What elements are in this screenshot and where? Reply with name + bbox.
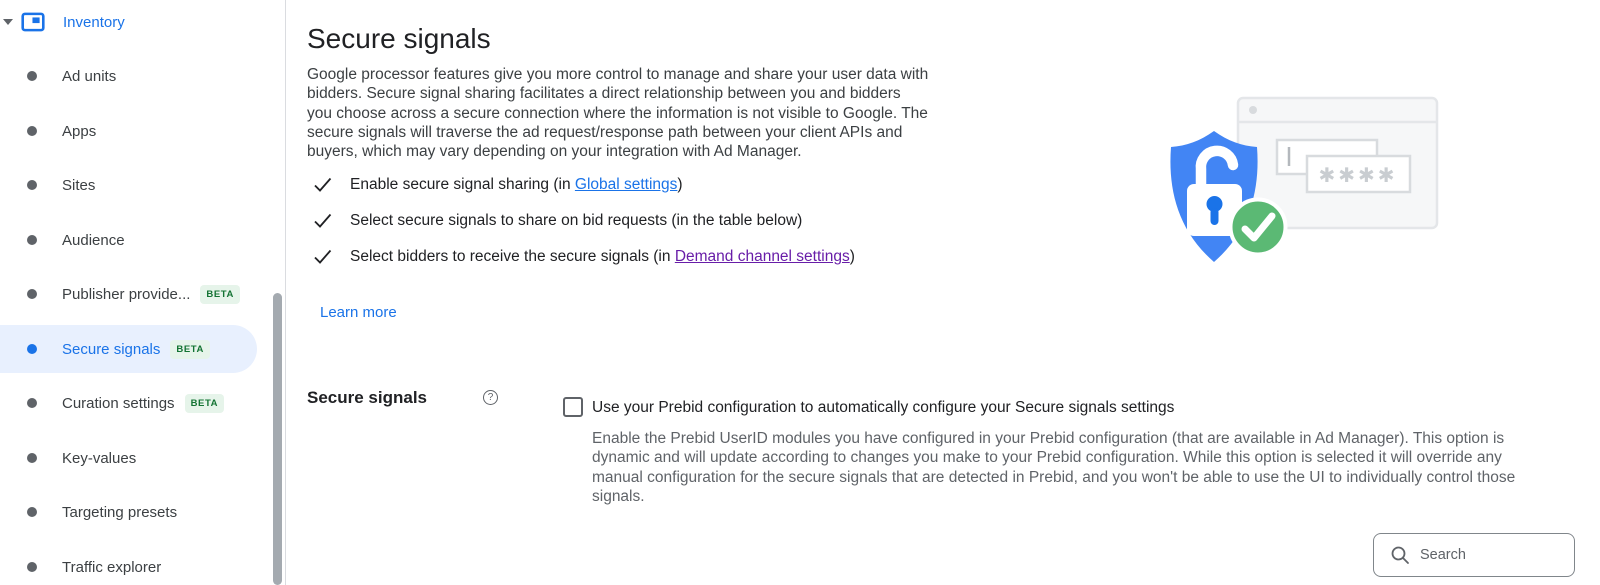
prebid-config-checkbox-label[interactable]: Use your Prebid configuration to automatically configure your Secure signals settings — [592, 399, 1175, 416]
sidebar-item-key-values[interactable] — [0, 434, 286, 482]
bullet-icon — [27, 344, 37, 354]
checkmark-icon — [312, 246, 334, 268]
bullet-icon — [27, 289, 37, 299]
sidebar-item-traffic-explorer[interactable] — [0, 543, 286, 585]
table-search-box — [1373, 533, 1575, 577]
checklist-text — [350, 176, 683, 194]
sidebar-item-label: Sites — [62, 176, 96, 194]
checklist-item — [312, 208, 802, 234]
sidebar-item-curation-settings[interactable] — [0, 379, 286, 427]
checklist-text — [350, 212, 802, 230]
beta-badge: BETA — [170, 340, 210, 359]
sidebar-item-label: Ad units — [62, 67, 117, 85]
bullet-icon — [27, 180, 37, 190]
sidebar-item-secure-signals[interactable] — [0, 325, 257, 373]
sidebar-item-label: Apps — [62, 122, 97, 140]
checklist-item — [312, 244, 855, 270]
sidebar-item-label: Publisher provide... — [62, 285, 191, 303]
checklist-text-pre: Select bidders to receive the secure signals (in — [350, 248, 675, 265]
beta-badge: BETA — [185, 394, 225, 413]
bullet-icon — [27, 507, 37, 517]
checklist-text-pre: Enable secure signal sharing (in — [350, 176, 575, 193]
sidebar-section-inventory[interactable] — [0, 0, 286, 46]
checklist-item — [312, 172, 683, 198]
bullet-icon — [27, 71, 37, 81]
svg-text:✱✱✱✱: ✱✱✱✱ — [1318, 165, 1398, 187]
sidebar-item-label: Audience — [62, 231, 125, 249]
page-title: Secure signals — [307, 23, 491, 54]
section-heading: Secure signals — [307, 388, 428, 407]
bullet-icon — [27, 126, 37, 136]
sidebar-item-ad-units[interactable] — [0, 52, 286, 100]
sidebar-item-apps[interactable] — [0, 107, 286, 155]
bullet-icon — [27, 235, 37, 245]
checklist-text-post: ) — [849, 248, 855, 265]
beta-badge: BETA — [200, 285, 240, 304]
sidebar-item-sites[interactable] — [0, 161, 286, 209]
global-settings-link[interactable]: Global settings — [574, 176, 678, 193]
sidebar-scrollbar-thumb[interactable] — [273, 293, 282, 585]
sidebar-item-label: Key-values — [62, 449, 137, 467]
bullet-icon — [27, 398, 37, 408]
check-badge-icon — [1231, 200, 1286, 255]
sidebar-item-targeting-presets[interactable] — [0, 488, 286, 536]
help-icon[interactable]: ? — [483, 390, 498, 405]
prebid-config-checkbox[interactable] — [563, 397, 583, 417]
checklist-text — [350, 248, 855, 266]
checkmark-icon — [312, 210, 334, 232]
caret-down-icon[interactable] — [3, 19, 13, 25]
demand-channel-settings-link[interactable]: Demand channel settings — [674, 248, 850, 265]
inventory-icon — [20, 9, 46, 35]
sidebar-section-label: Inventory — [63, 13, 125, 31]
main-content — [287, 0, 1600, 585]
sidebar-item-publisher-provided[interactable] — [0, 270, 286, 318]
bullet-icon — [27, 453, 37, 463]
checklist-text-post: ) — [677, 176, 683, 193]
sidebar — [0, 0, 286, 585]
sidebar-item-label: Curation settings — [62, 394, 175, 412]
sidebar-item-label: Secure signals — [62, 340, 161, 358]
intro-paragraph: Google processor features give you more control to manage and share your user data with bidders. Secure signal sharing facilitates a direct relationship between you and bidders you choose across a secure connection where the information is not visible to Google. The secure signals will traverse the ad request/response path between your client APIs and buyers, which may vary depending on your integration with Ad Manager. — [307, 66, 929, 161]
search-icon — [1390, 545, 1410, 565]
secure-signals-illustration — [1135, 85, 1447, 275]
learn-more-link[interactable]: Learn more — [320, 304, 397, 321]
checklist-text-pre: Select secure signals to share on bid requests (in the table below) — [350, 212, 803, 229]
sidebar-item-audience[interactable] — [0, 216, 286, 264]
checkmark-icon — [312, 174, 334, 196]
bullet-icon — [27, 562, 37, 572]
search-input[interactable] — [1420, 547, 1560, 563]
prebid-description: Enable the Prebid UserID modules you have configured in your Prebid configuration (that are available in Ad Manager). This option is dynamic and will update according to changes you make to your Prebid configuration. While this option is selected it will override any manual configuration for the secure signals that are detected in Prebid, and you won't be able to use the UI to individually control those signals. — [592, 430, 1516, 505]
sidebar-item-label: Targeting presets — [62, 503, 178, 521]
sidebar-item-label: Traffic explorer — [62, 558, 162, 576]
